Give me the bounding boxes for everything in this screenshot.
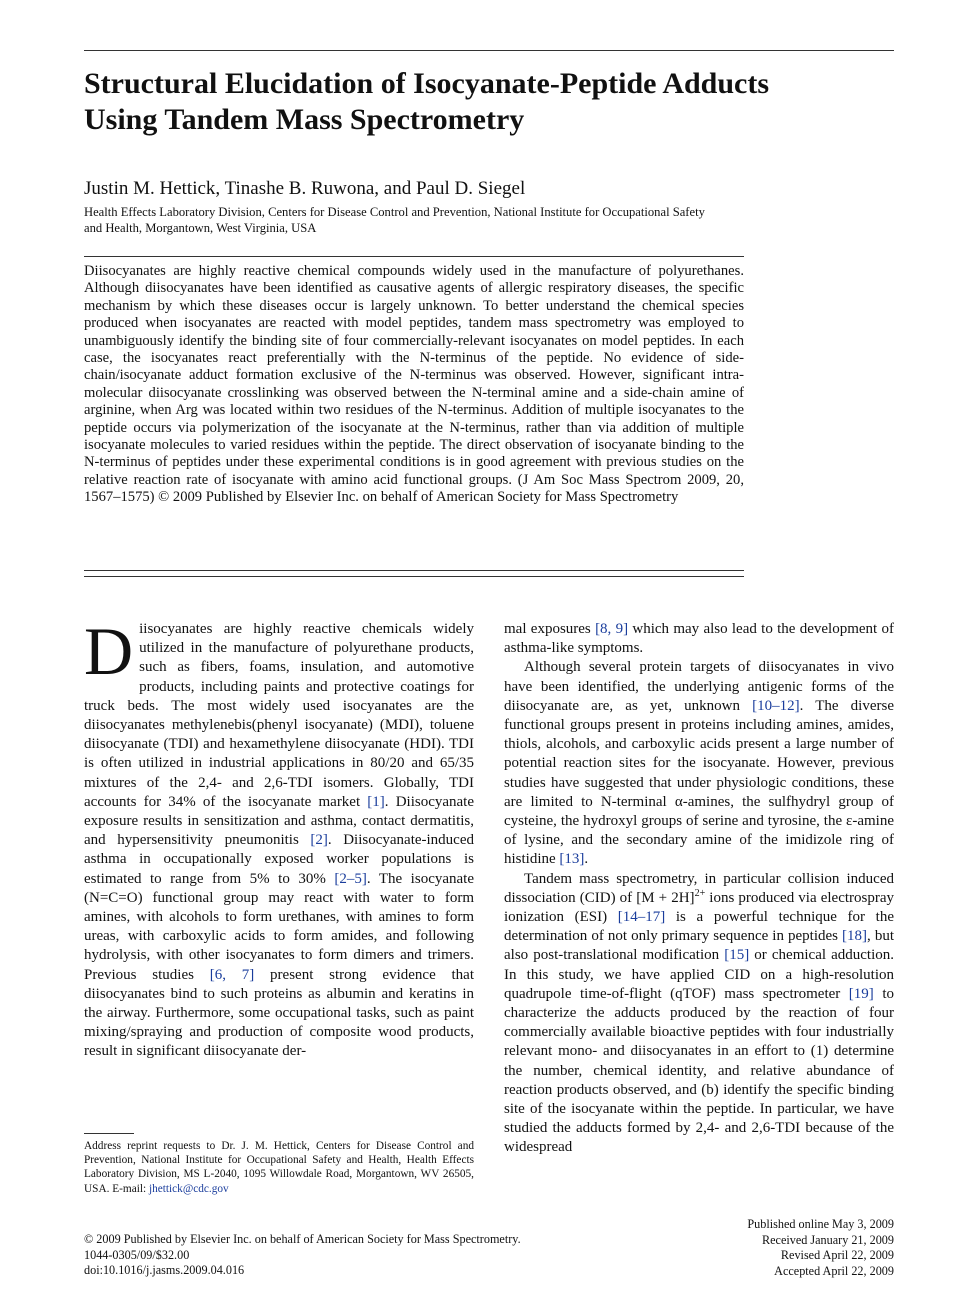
accepted-date: Accepted April 22, 2009 — [774, 1263, 894, 1278]
body-text: . The diverse functional groups present in proteins including amines, amides, thiols, alcohols, and carboxylic acids present a large number of potential reaction sites for the isocyanate. However, previous studies have suggested that under physiologic conditions, these are limited to N-terminal α-amines, the sulfhydryl group of cysteine, the hydroxyl groups of serine and tyrosine, the ε-amine of lysine, and the secondary amine of the imidizole ring of histidine — [504, 697, 894, 868]
doi-line: doi:10.1016/j.jasms.2009.04.016 — [84, 1263, 245, 1277]
body-column-left — [84, 613, 475, 1062]
body-text: , but also post-translational modification — [504, 928, 895, 964]
citation-link[interactable]: [15] — [724, 947, 750, 964]
citation-link[interactable]: [14–17] — [617, 909, 666, 926]
drop-cap: D — [84, 613, 134, 689]
copyright-line: © 2009 Published by Elsevier Inc. on behalf of American Society for Mass Spectrometry. — [84, 1232, 521, 1246]
article-title: Structural Elucidation of Isocyanate-Peptide Adducts Using Tandem Mass Spectrometry — [84, 67, 770, 136]
citation-link[interactable]: [19] — [848, 985, 874, 1002]
body-text: to characterize the adducts produced by the reaction of four commercially available bioactive peptides with four industrially relevant mono- and diisocyanates in an effort to (1) determine the number, chemical identity, and relative abundance of reaction products observed, and (b) identify the specific binding site of the isocyanate within the peptide. In particular, we have studied the adducts formed by 2,4- and 2,6-TDI because of the widespread — [504, 985, 894, 1156]
citation-link[interactable]: [1] — [367, 793, 385, 810]
citation-link[interactable]: [10–12] — [752, 697, 800, 714]
body-paragraph — [504, 620, 894, 658]
footnote — [84, 1139, 474, 1196]
top-rule — [84, 50, 894, 51]
body-paragraph — [504, 658, 894, 869]
email-link[interactable]: jhettick@cdc.gov — [148, 1182, 229, 1195]
body-paragraph — [504, 870, 894, 1158]
published-date: Published online May 3, 2009 — [747, 1217, 894, 1231]
body-text: . Diisocyanate-induced asthma in occupationally exposed worker populations is estimated to range from 5% to 30% — [84, 832, 474, 887]
citation-link[interactable]: [2] — [310, 832, 328, 849]
copyright-block — [84, 1232, 521, 1279]
body-text: . — [584, 851, 589, 868]
author-list: Justin M. Hettick, Tinashe B. Ruwona, and Paul D. Siegel — [84, 178, 526, 199]
intro-paragraph — [84, 613, 475, 1062]
body-text: Although several protein targets of diisocyanates in vivo have been identified, the underlying antigenic forms of the diisocyanate are, as yet, unknown — [504, 659, 894, 714]
footnote-text: Address reprint requests to Dr. J. M. Hettick, Centers for Disease Control and Prevention, National Institute for Occupational Safety and Health, Health Effects Laboratory Division, MS L-2040, 1095 Willowdale Road, Morgantown, WV 26505, USA. E-mail: — [84, 1140, 474, 1195]
article-dates — [747, 1217, 894, 1279]
body-text: ions produced via electrospray ionization (ESI) — [504, 889, 894, 926]
affiliation: Health Effects Laboratory Division, Centers for Disease Control and Prevention, National Institute for Occupational Safety and Health, Morgantown, West Virginia, USA — [84, 205, 705, 235]
citation-link[interactable]: [2–5] — [334, 870, 367, 887]
citation-link[interactable]: [18] — [842, 928, 868, 945]
citation-link[interactable]: [6, 7] — [209, 966, 255, 983]
body-text: mal exposures — [504, 621, 596, 637]
body-text: iisocyanates are highly reactive chemicals widely utilized in the manufacture of polyurethane products, such as fibers, foams, insulation, and automotive products, including paints and protective coatings for truck beds. The most widely used isocyanates are the diisocyanates methylenebis(phenyl isocyanate) (MDI), toluene diisocyanate (TDI) and hexamethylene diisocyanate (HDI). TDI is often utilized in industrial applications in 80/20 and 65/35 mixtures of the 2,4- and 2,6-TDI isomers. Globally, TDI accounts for 34% of the isocyanate market — [84, 621, 474, 810]
body-column-right — [504, 620, 894, 1158]
body-text: is a powerful technique for the determination of not only primary sequence in peptides — [504, 909, 894, 945]
body-text: which may also lead to the development of asthma-like symptoms. — [504, 621, 894, 657]
body-text: Tandem mass spectrometry, in particular collision induced dissociation (CID) of [M + 2H] — [504, 870, 894, 906]
body-text: present strong evidence that diisocyanates bind to such proteins as albumin and keratins in the airway. Furthermore, some occupational tasks, such as paint mixing/spraying and production of composite wood products, result in significant diisocyanate der- — [84, 966, 474, 1060]
body-text: . The isocyanate (N=C=O) functional group may react with water to form amines, with alcohols to form urethanes, with amines to form ureas, with carboxylic acids to form amides, and following hydrolysis, with other isocyanates to form dimers and trimers. Previous studies — [84, 870, 474, 983]
received-date: Received January 21, 2009 — [762, 1232, 894, 1247]
abstract-bottom-rule-2 — [84, 576, 744, 577]
footnote-rule — [84, 1133, 134, 1134]
body-text: or chemical adduction. In this study, we have applied CID on a high-resolution quadrupole time-of-flight (qTOF) mass spectrometer — [504, 947, 894, 1002]
abstract: Diisocyanates are highly reactive chemical compounds widely used in the manufacture of polyurethanes. Although diisocyanates have been identified as causative agents of allergic respiratory diseases, the specific mechanism by which these diseases occur is largely unknown. To better understand the chemical species produced when isocyanates are reacted with model peptides, tandem mass spectrometry was employed to unambiguously identify the binding site of four commercially-relevant isocyanates on model peptides. In each case, the isocyanates react preferentially with the N-terminus of the peptide. No evidence of side-chain/isocyanate adduct formation exclusive of the N-terminus was observed. However, significant intra-molecular diisocyanate crosslinking was observed between the N-terminal amine and a side-chain amine of arginine, when Arg was located within two residues of the N-terminus. Addition of multiple isocyanates to the peptide occurs via polymerization of the isocyanate at the N-terminus, rather than via addition of multiple isocyanate molecules to varied residues within the peptide. The direct observation of isocyanate binding to the N-terminus of peptides under these experimental conditions is in good agreement with previous studies on the relative reaction rate of isocyanate with amino acid functional groups. (J Am Soc Mass Spectrom 2009, 20, 1567–1575) © 2009 Published by Elsevier Inc. on behalf of American Society for Mass Spectrometry — [84, 263, 744, 506]
body-text: . Diisocyanate exposure results in sensitization and asthma, contact dermatitis, and hypersensitivity pneumonitis — [84, 793, 475, 849]
superscript: 2+ — [694, 887, 706, 899]
citation-link[interactable]: [8, 9] — [595, 621, 629, 637]
revised-date: Revised April 22, 2009 — [780, 1248, 894, 1262]
abstract-top-rule — [84, 256, 744, 257]
issn-line: 1044-0305/09/$32.00 — [84, 1247, 190, 1262]
abstract-bottom-rule — [84, 570, 744, 571]
citation-link[interactable]: [13] — [559, 851, 585, 868]
